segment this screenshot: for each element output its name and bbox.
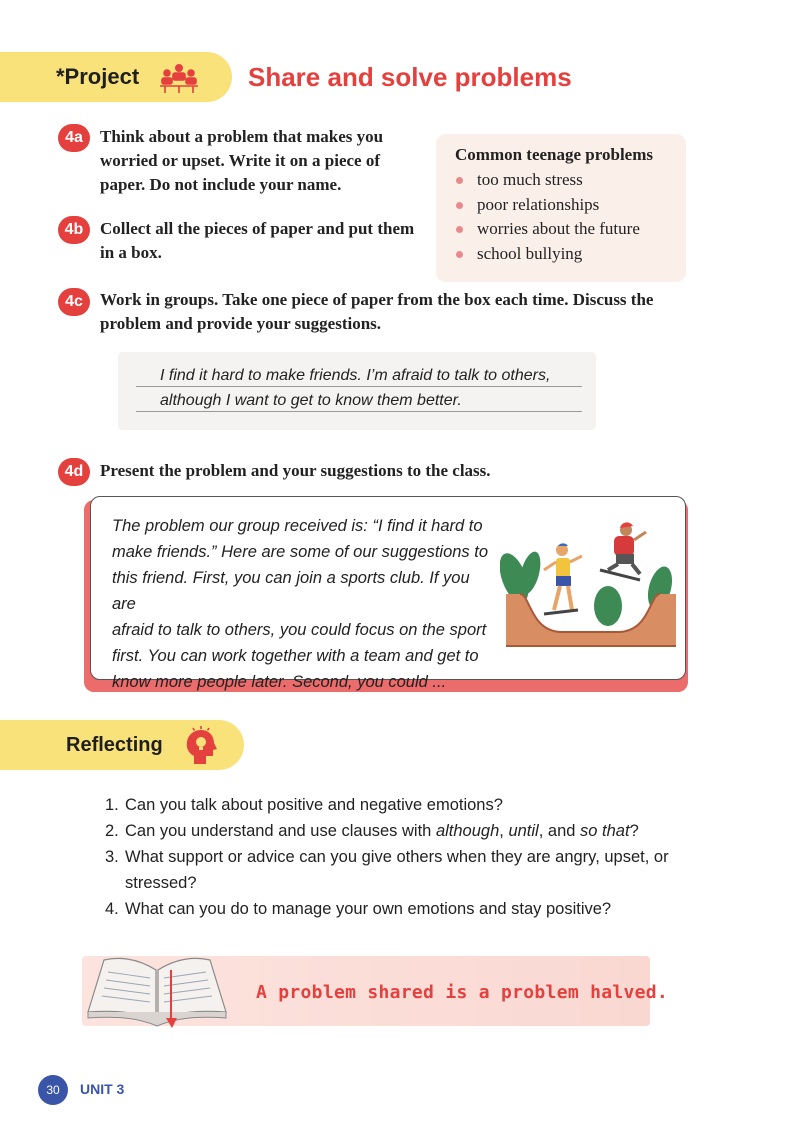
bullet-icon bbox=[456, 226, 463, 233]
teen-problems-title: Common teenage problems bbox=[455, 145, 653, 164]
list-item: too much stress bbox=[455, 168, 640, 193]
project-title: Share and solve problems bbox=[248, 62, 572, 92]
note-line-2: although I want to get to know them better. bbox=[160, 392, 462, 409]
step-4c-text: Work in groups. Take one piece of paper from the box each time. Discuss the problem and provide your suggestions. bbox=[100, 290, 654, 333]
step-4b-text: Collect all the pieces of paper and put them in a box. bbox=[100, 219, 415, 262]
proverb-text: A problem shared is a problem halved. bbox=[256, 982, 669, 1003]
head-lightbulb-icon bbox=[182, 726, 220, 766]
project-label: *Project bbox=[56, 64, 140, 89]
list-item: school bullying bbox=[455, 242, 640, 267]
step-badge-4d: 4d bbox=[58, 458, 90, 486]
step-4d-text: Present the problem and your suggestions to the class. bbox=[100, 461, 491, 480]
step-4a-text: Think about a problem that makes you worried or upset. Write it on a piece of paper. Do not include your name. bbox=[100, 127, 384, 194]
list-item: poor relationships bbox=[455, 193, 640, 218]
step-badge-4a: 4a bbox=[58, 124, 90, 152]
speech-text: The problem our group received is: “I find it hard to make friends.” Here are some of our suggestions to this friend. First, you can join a sports club. If you are afraid to talk to others, you could focus on the sport first. You can work together with a team and get to know more people later. Second, you could ... bbox=[112, 517, 489, 691]
note-underline bbox=[136, 386, 582, 387]
bullet-icon bbox=[456, 251, 463, 258]
bullet-icon bbox=[456, 202, 463, 209]
list-item: worries about the future bbox=[455, 217, 640, 242]
step-badge-4c: 4c bbox=[58, 288, 90, 316]
reflecting-label: Reflecting bbox=[66, 734, 163, 756]
unit-label: UNIT 3 bbox=[80, 1081, 125, 1097]
skateboarding-illustration bbox=[500, 518, 680, 668]
teen-problems-list bbox=[455, 168, 640, 266]
note-underline bbox=[136, 411, 582, 412]
example-note-box bbox=[118, 352, 596, 430]
open-book-icon bbox=[82, 950, 232, 1028]
step-badge-4b: 4b bbox=[58, 216, 90, 244]
bullet-icon bbox=[456, 177, 463, 184]
group-people-icon bbox=[157, 62, 201, 94]
note-line-1: I find it hard to make friends. I’m afraid to talk to others, bbox=[160, 367, 551, 384]
page-number: 30 bbox=[38, 1075, 68, 1105]
